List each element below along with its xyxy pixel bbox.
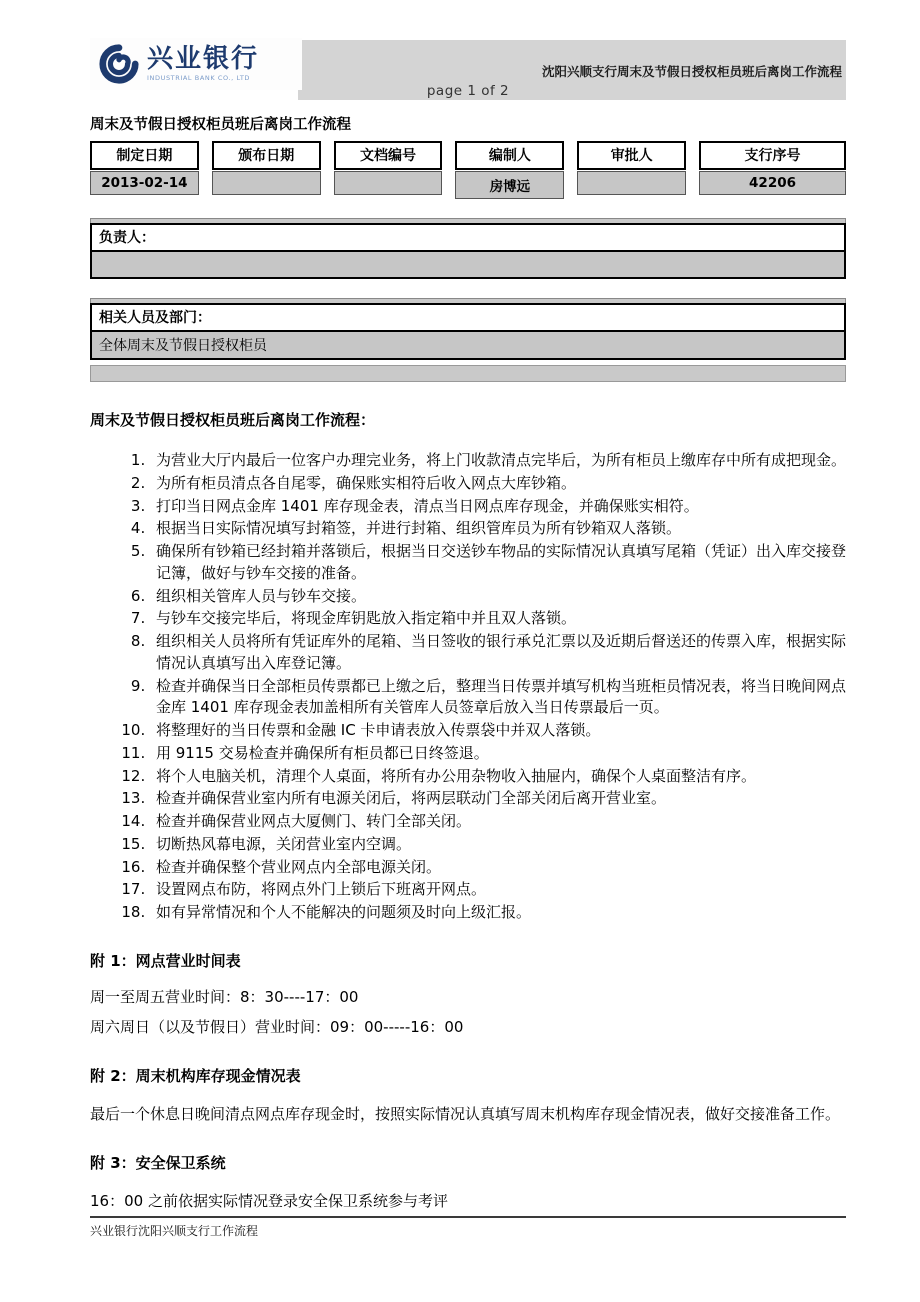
appendix2-heading: 附 2：周末机构库存现金情况表 [90,1066,301,1085]
info-header: 文档编号 [334,141,443,170]
process-step: 16. 检查并确保整个营业网点内全部电源关闭。 [150,857,846,879]
page-indicator: page 1 of 2 [426,83,510,99]
info-table [90,141,846,199]
info-header: 制定日期 [90,141,199,170]
appendix2-body: 最后一个休息日晚间清点网点库存现金时，按照实际情况认真填写周末机构库存现金情况表，做好交接准备工作。 [90,1104,841,1123]
responsible-section [90,218,846,279]
process-step: 5. 确保所有钞箱已经封箱并落锁后，根据当日交送钞车物品的实际情况认真填写尾箱（凭证）出入库交接登记簿，做好与钞车交接的准备。 [150,541,846,585]
process-step: 9. 检查并确保当日全部柜员传票都已上缴之后，整理当日传票并填写机构当班柜员情况表，将当日晚间网点金库 1401 库存现金表加盖相所有关管库人员签章后放入当日传票最后一页。 [150,676,846,720]
info-header: 编制人 [455,141,564,170]
info-col-doc-number [334,141,443,199]
process-step: 13. 检查并确保营业室内所有电源关闭后，将两层联动门全部关闭后离开营业室。 [150,788,846,810]
process-step: 14. 检查并确保营业网点大厦侧门、转门全部关闭。 [150,811,846,833]
bank-name: 兴业银行 [147,44,260,74]
info-col-published-date [212,141,321,199]
page-header [90,38,846,100]
info-col-author [455,141,564,199]
bank-swirl-icon [98,43,140,85]
document-page [90,38,846,1213]
process-step: 10. 将整理好的当日传票和金融 IC 卡申请表放入传票袋中并双人落锁。 [150,720,846,742]
info-value: 2013-02-14 [90,171,199,195]
empty-gray-strip [90,365,846,382]
process-step: 15. 切断热风幕电源，关闭营业室内空调。 [150,834,846,856]
info-value [334,171,443,195]
bank-subtitle: INDUSTRIAL BANK CO., LTD [147,74,250,82]
related-personnel-value: 全体周末及节假日授权柜员 [90,332,846,360]
info-col-branch-number [699,141,846,199]
process-step: 18. 如有异常情况和个人不能解决的问题须及时向上级汇报。 [150,902,846,924]
appendix3-heading: 附 3：安全保卫系统 [90,1154,226,1172]
appendix1-heading: 附 1：网点营业时间表 [90,951,241,970]
process-step: 7. 与钞车交接完毕后，将现金库钥匙放入指定箱中并且双人落锁。 [150,608,846,630]
bank-logo-text [147,46,259,82]
weekend-hours-line: 周六周日（以及节假日）营业时间：09：00-----16：00 [90,1018,464,1037]
related-personnel-label: 相关人员及部门： [90,303,846,332]
info-header: 审批人 [577,141,686,170]
process-step: 4. 根据当日实际情况填写封箱签，并进行封箱、组织管库员为所有钞箱双人落锁。 [150,518,846,540]
info-value: 42206 [699,171,846,195]
info-value: 房博远 [455,171,564,199]
footer-text: 兴业银行沈阳兴顺支行工作流程 [90,1224,259,1238]
process-heading: 周末及节假日授权柜员班后离岗工作流程： [90,411,376,429]
responsible-label: 负责人： [90,223,846,252]
info-header: 颁布日期 [212,141,321,170]
process-step: 1. 为营业大厅内最后一位客户办理完业务，将上门收款清点完毕后，为所有柜员上缴库存中所有成把现金。 [150,450,846,472]
process-step: 11. 用 9115 交易检查并确保所有柜员都已日终签退。 [150,743,846,765]
related-personnel-section [90,298,846,382]
page-footer [90,1216,846,1239]
process-step: 12. 将个人电脑关机，清理个人桌面，将所有办公用杂物收入抽屉内，确保个人桌面整洁有序。 [150,766,846,788]
weekday-hours-line: 周一至周五营业时间：8：30----17：00 [90,987,359,1006]
info-header: 支行序号 [699,141,846,170]
info-value [212,171,321,195]
info-col-approver [577,141,686,199]
process-step: 17. 设置网点布防，将网点外门上锁后下班离开网点。 [150,879,846,901]
appendix3-body: 16：00 之前依据实际情况登录安全保卫系统参与考评 [90,1192,448,1210]
process-step: 6. 组织相关管库人员与钞车交接。 [150,586,846,608]
info-col-created-date [90,141,199,199]
process-step: 8. 组织相关人员将所有凭证库外的尾箱、当日签收的银行承兑汇票以及近期后督送还的传票入库，根据实际情况认真填写出入库登记簿。 [150,631,846,675]
document-title: 周末及节假日授权柜员班后离岗工作流程 [90,117,351,133]
process-step-list [90,450,846,924]
process-step: 2. 为所有柜员清点各自尾零，确保账实相符后收入网点大库钞箱。 [150,473,846,495]
process-step: 3. 打印当日网点金库 1401 库存现金表，清点当日网点库存现金，并确保账实相符。 [150,496,846,518]
responsible-value [90,252,846,279]
header-document-title: 沈阳兴顺支行周末及节假日授权柜员班后离岗工作流程 [541,64,842,79]
info-value [577,171,686,195]
